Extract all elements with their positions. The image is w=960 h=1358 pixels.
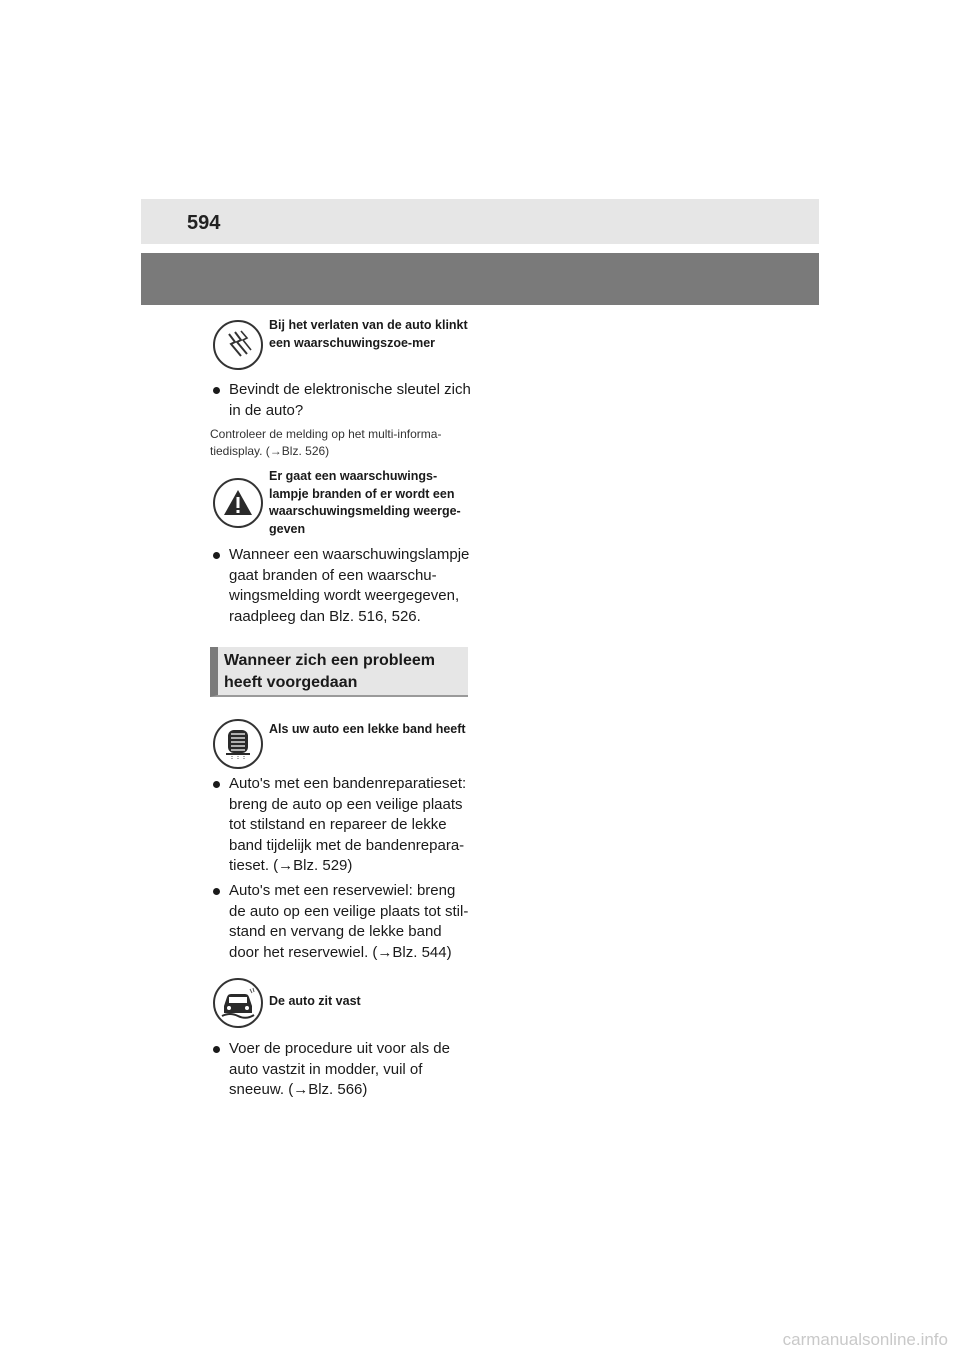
flat-tire-icon (213, 719, 263, 769)
stuck-car-icon (213, 978, 263, 1028)
bullet-text: Voer de procedure uit voor als de auto vastzit in modder, vuil of sneeuw. (→Blz. 566) (229, 1040, 450, 1098)
section-heading-text: Wanneer zich een probleem heeft voorgedaan (224, 652, 436, 691)
icon-row-flat-tire (210, 717, 470, 773)
bullet-item-repair-kit (210, 774, 472, 877)
icon-label-flat-tire: Als uw auto een lekke band heeft (269, 722, 466, 736)
icon-label-warning: Er gaat een waarschuwings-lampje branden of er wordt een waarschuwingsmelding weerge-geven (269, 469, 461, 536)
bullet-dot (213, 387, 220, 394)
watermark: carmanualsonline.info (782, 1330, 948, 1349)
bullet-item-warning-light (210, 545, 472, 627)
bullet-item-spare-wheel (210, 881, 472, 963)
icon-row-warning (210, 468, 470, 538)
bullet-text: Auto's met een reservewiel: breng de auto op een veilige plaats tot stil-stand en vervang de lekke band door het reservewiel. (→Blz. 544) (229, 882, 469, 961)
bullet-dot (213, 1046, 220, 1053)
section-heading-problem (210, 647, 468, 697)
bullet-text: Bevindt de elektronische sleutel zich in de auto? (229, 381, 471, 419)
icon-label-stuck-car: De auto zit vast (269, 994, 361, 1008)
page-title-band (141, 253, 819, 305)
icon-label-buzzer: Bij het verlaten van de auto klinkt een waarschuwingszoe-mer (269, 318, 468, 350)
page-header-band (141, 199, 819, 244)
warning-triangle-icon (213, 478, 263, 528)
bullet-dot (213, 781, 220, 788)
note-multi-info-display: Controleer de melding op het multi-informa-tiedisplay. (→Blz. 526) (210, 427, 442, 458)
bullet-item-key (210, 380, 472, 421)
icon-row-buzzer (210, 315, 470, 375)
bullet-dot (213, 552, 220, 559)
bullet-text: Auto's met een bandenreparatieset: breng de auto op een veilige plaats tot stilstand en repareer de lekke band tijdelijk met de bandenrepara-tieset. (→Blz. 529) (229, 775, 467, 874)
page-number: 594 (187, 212, 221, 234)
icon-row-stuck-car (210, 976, 470, 1032)
bullet-dot (213, 888, 220, 895)
bullet-text: Wanneer een waarschuwingslampje gaat branden of een waarschu-wingsmelding wordt weergegeven, raadpleeg dan Blz. 516, 526. (229, 546, 470, 625)
buzzer-icon (213, 320, 263, 370)
bullet-item-stuck-procedure (210, 1039, 472, 1101)
